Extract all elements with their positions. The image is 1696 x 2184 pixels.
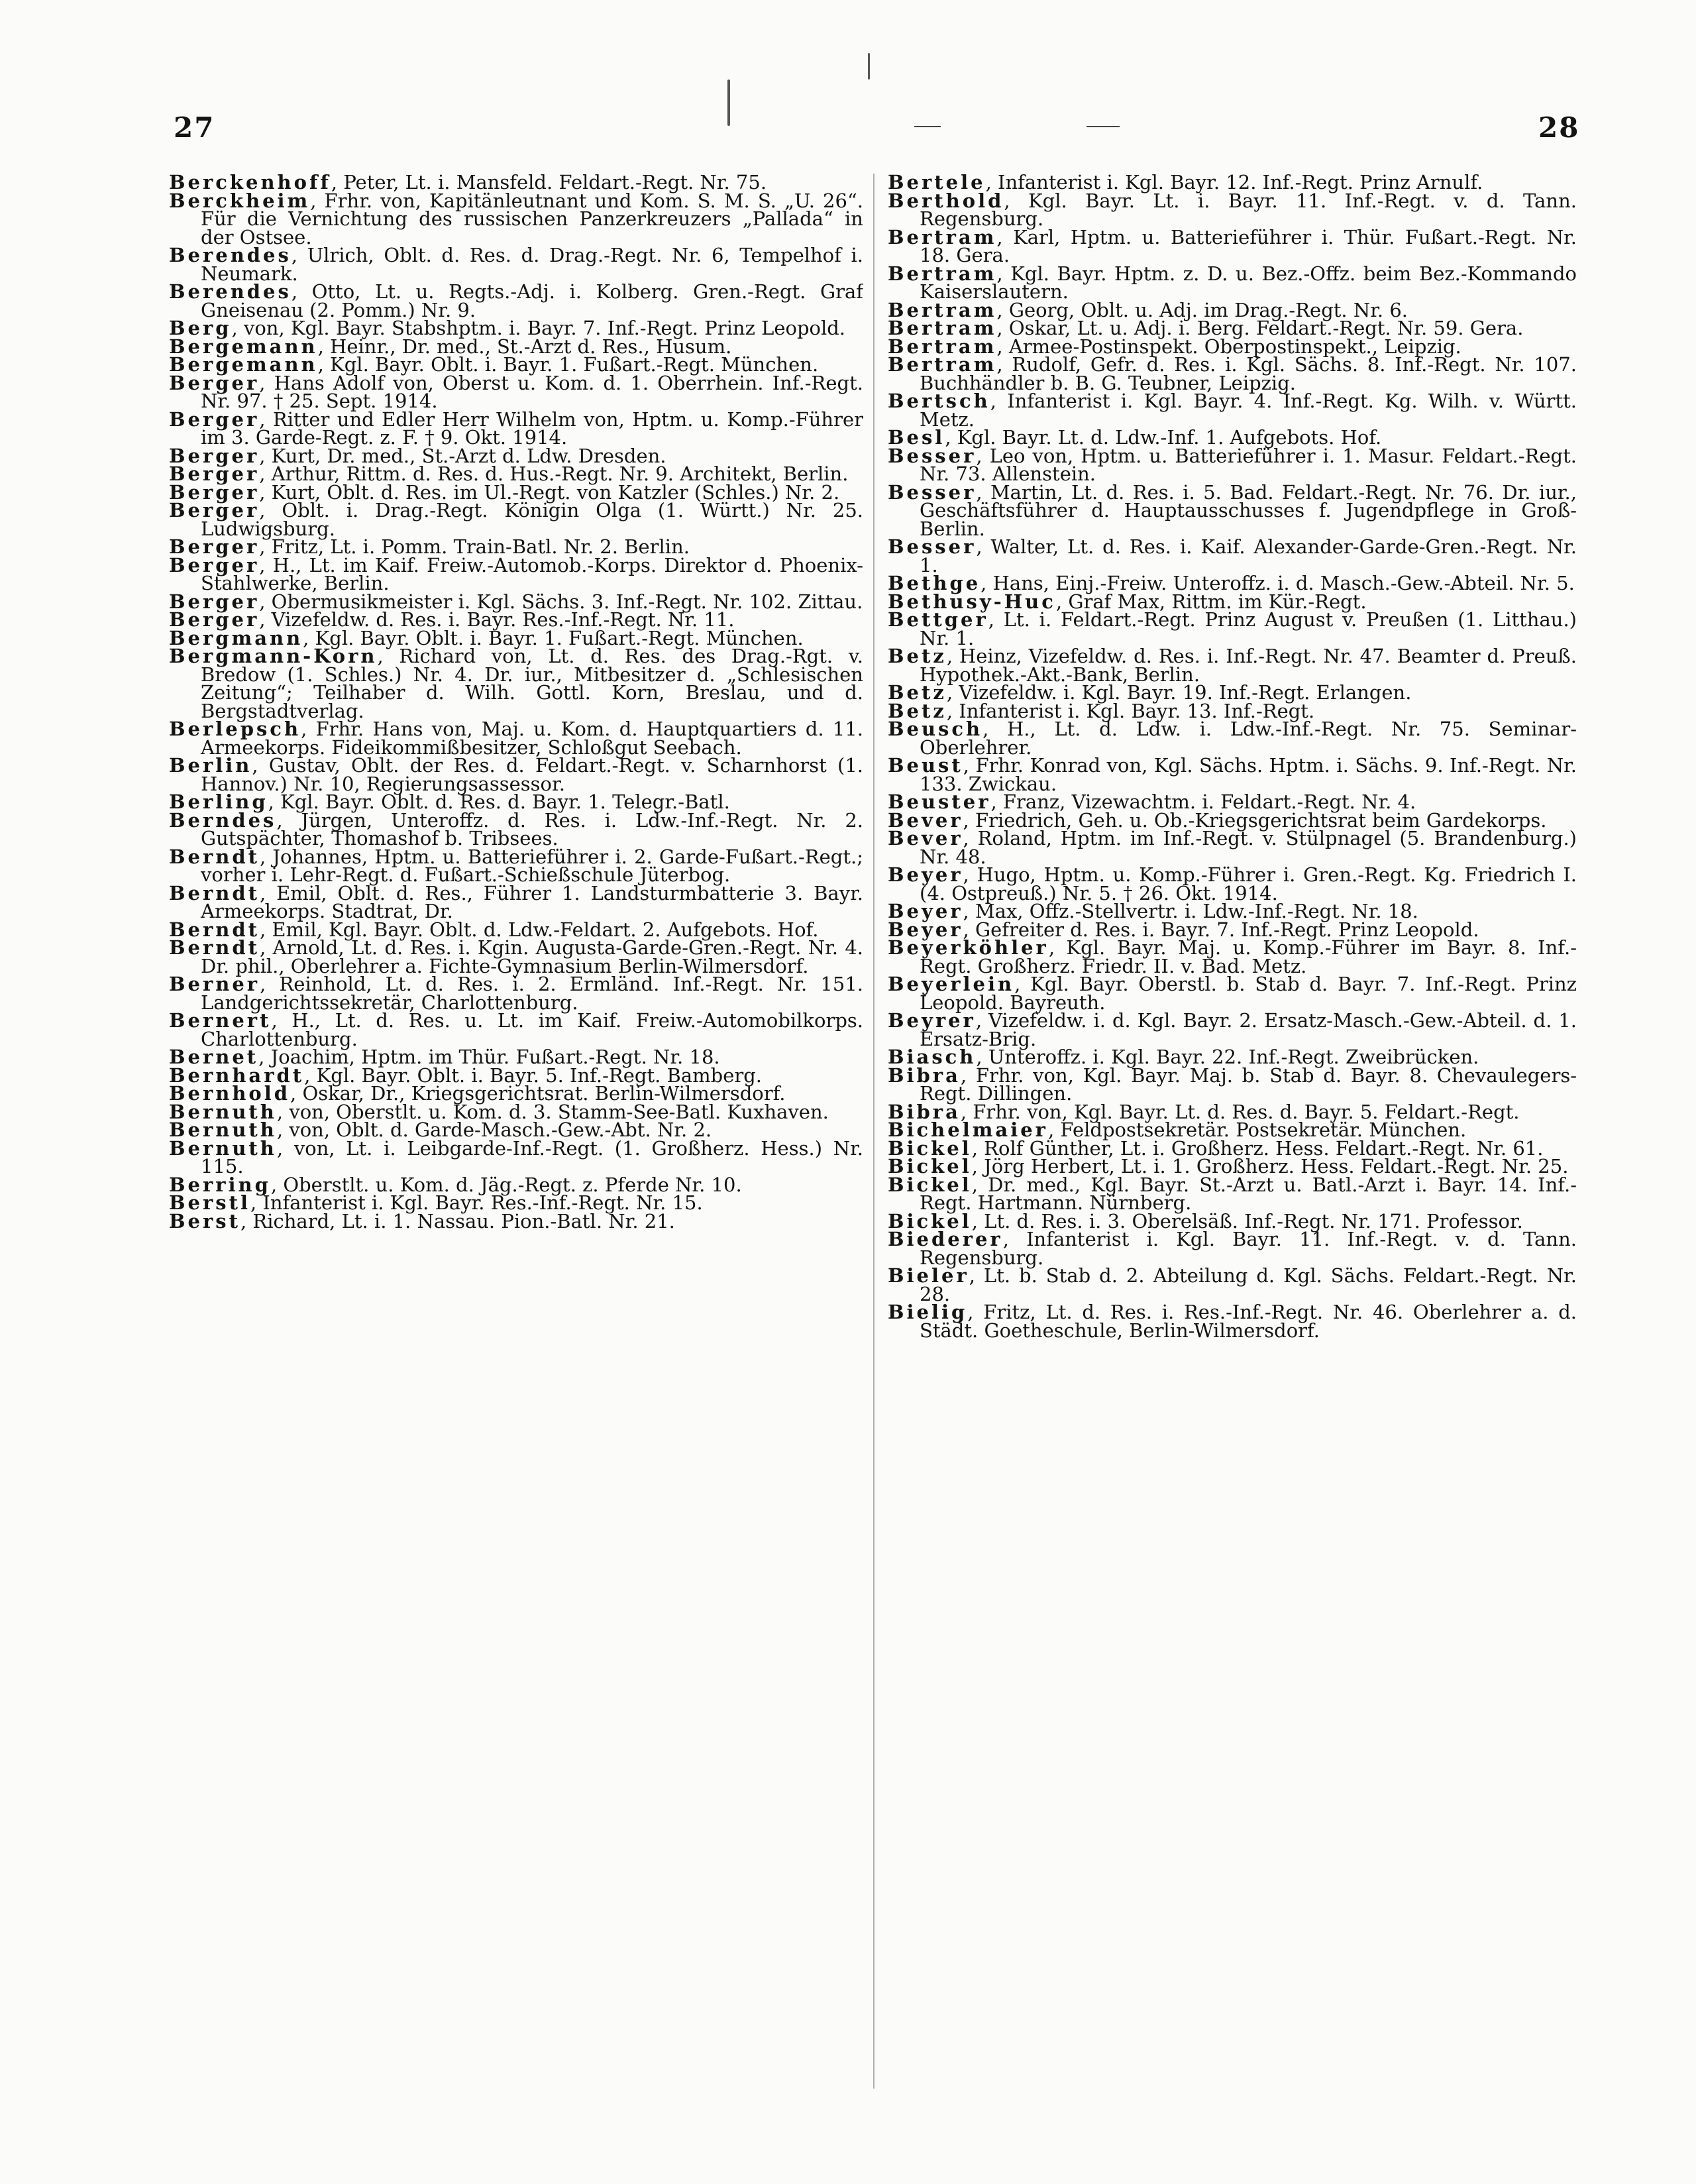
entry-details: , Frhr. von, Kgl. Bayr. Lt. d. Res. d. Bayr. 5. Feldart.-Regt. (960, 1100, 1520, 1123)
entry-details: , Arnold, Lt. d. Res. i. Kgin. Augusta-Garde-Gren.-Regt. Nr. 4. Dr. phil., Oberlehrer a. Fichte-Gymnasium Berlin-Wilmersdorf. (201, 936, 863, 977)
entry-details: , Hugo, Hptm. u. Komp.-Führer i. Gren.-Regt. Kg. Friedrich I. (4. Ostpreuß.) Nr. 5. † 26. Okt. 1914. (920, 863, 1577, 904)
directory-entry (888, 608, 1577, 649)
ink-speck (868, 53, 870, 80)
entry-surname: Bergmann (169, 626, 303, 649)
entry-surname: Beuster (888, 791, 991, 813)
entry-details: , Richard von, Lt. d. Res. des Drag.-Rgt. v. Bredow (1. Schles.) Nr. 4. Dr. iur., Mitbesitzer d. „Schlesischen Zeitung“; Teilhaber d. Wilh. Gottl. Korn, Breslau, und d. Bergstadtverlag. (201, 645, 863, 722)
entry-surname: Berger (169, 499, 260, 521)
entry-details: , Oskar, Lt. u. Adj. i. Berg. Feldart.-Regt. Nr. 59. Gera. (996, 317, 1524, 339)
page-number-left: 27 (174, 111, 215, 144)
entry-details: , Otto, Lt. u. Regts.-Adj. i. Kolberg. Gren.-Regt. Graf Gneisenau (2. Pomm.) Nr. 9. (201, 280, 863, 321)
directory-entry (888, 1230, 1577, 1267)
entry-details: , Kgl. Bayr. Lt. i. Bayr. 11. Inf.-Regt. v. d. Tann. Regensburg. (920, 189, 1577, 230)
column-divider (873, 174, 874, 2089)
directory-entry (888, 392, 1577, 429)
entry-details: , Kgl. Bayr. Oberstl. b. Stab d. Bayr. 7. Inf.-Regt. Prinz Leopold. Bayreuth. (920, 973, 1577, 1014)
entry-details: , Hans Adolf von, Oberst u. Kom. d. 1. Oberrhein. Inf.-Regt. Nr. 97. † 25. Sept. 1914. (201, 371, 863, 412)
entry-surname: Bertram (888, 262, 997, 285)
directory-entry (888, 1303, 1577, 1340)
directory-entry (169, 845, 863, 886)
entry-details: , Kgl. Bayr. Lt. d. Ldw.-Inf. 1. Aufgebots. Hof. (945, 426, 1382, 449)
entry-surname: Beyerlein (888, 973, 1015, 995)
entry-details: , H., Lt. d. Ldw. i. Ldw.-Inf.-Regt. Nr. 75. Seminar-Oberlehrer. (920, 718, 1577, 759)
entry-details: , Martin, Lt. d. Res. i. 5. Bad. Feldart.-Regt. Nr. 76. Dr. iur., Geschäftsführer d. Hauptausschusses f. Jugendpflege in Groß-Berlin. (920, 480, 1577, 540)
entry-surname: Beyerköhler (888, 936, 1049, 959)
entry-details: , Dr. med., Kgl. Bayr. St.-Arzt u. Batl.-Arzt i. Bayr. 14. Inf.-Regt. Hartmann. Nürnberg. (920, 1173, 1577, 1214)
entry-details: , Friedrich, Geh. u. Ob.-Kriegsgerichtsrat beim Gardekorps. (963, 808, 1547, 832)
entry-details: , Franz, Vizewachtm. i. Feldart.-Regt. Nr. 4. (990, 791, 1416, 813)
entry-details: , Frhr. Konrad von, Kgl. Sächs. Hptm. i. Sächs. 9. Inf.-Regt. Nr. 133. Zwickau. (920, 754, 1577, 795)
directory-entry (888, 754, 1577, 795)
entry-surname: Bernuth (169, 1100, 277, 1123)
entry-details: , von, Kgl. Bayr. Stabshptm. i. Bayr. 7. Inf.-Regt. Prinz Leopold. (231, 317, 846, 339)
entry-surname: Berlepsch (169, 718, 301, 740)
entry-details: , Peter, Lt. i. Mansfeld. Feldart.-Regt. Nr. 75. (331, 174, 767, 193)
entry-details: , Vizefeldw. i. Kgl. Bayr. 19. Inf.-Regt. Erlangen. (946, 681, 1412, 704)
directory-entry (169, 246, 863, 283)
directory-entry (169, 936, 863, 977)
entry-surname: Berger (169, 444, 260, 467)
entry-details: , Infanterist i. Kgl. Bayr. 4. Inf.-Regt. Kg. Wilh. v. Württ. Metz. (920, 390, 1577, 431)
entry-surname: Betz (888, 681, 947, 704)
directory-entry (169, 408, 863, 449)
directory-entry (169, 371, 863, 412)
entry-details: , Kgl. Bayr. Maj. u. Komp.-Führer im Bayr. 8. Inf.-Regt. Großherz. Friedr. II. v. Bad. Metz. (920, 936, 1577, 977)
entry-details: , Infanterist i. Kgl. Bayr. 12. Inf.-Regt. Prinz Arnulf. (985, 174, 1483, 193)
directory-entry (888, 262, 1577, 303)
entry-details: , Hans, Einj.-Freiw. Unteroffz. i. d. Masch.-Gew.-Abteil. Nr. 5. (980, 572, 1575, 594)
entry-details: , Karl, Hptm. u. Batterieführer i. Thür. Fußart.-Regt. Nr. 18. Gera. (920, 225, 1577, 266)
entry-details: , Gefreiter d. Res. i. Bayr. 7. Inf.-Regt. Prinz Leopold. (963, 918, 1479, 941)
entry-surname: Berndt (169, 918, 260, 941)
directory-entry (888, 444, 1577, 485)
entry-details: , von, Oberstlt. u. Kom. d. 3. Stamm-See-Batl. Kuxhaven. (276, 1100, 829, 1123)
entry-surname: Bichelmaier (888, 1119, 1048, 1141)
entry-surname: Berring (169, 1173, 271, 1196)
entry-surname: Bertele (888, 174, 986, 193)
entry-surname: Bethge (888, 572, 981, 594)
entry-surname: Berst (169, 1209, 240, 1232)
entry-surname: Betz (888, 645, 947, 667)
entry-surname: Biederer (888, 1228, 1003, 1250)
directory-entry (169, 720, 863, 757)
entry-details: , Kgl. Bayr. Oblt. i. Bayr. 1. Fußart.-Regt. München. (303, 626, 804, 649)
entry-details: , Frhr. von, Kapitänleutnant und Kom. S. M. S. „U. 26“. Für die Vernichtung des russischen Panzerkreuzers „Pallada“ in der Ostsee. (201, 189, 863, 248)
entry-surname: Bertram (888, 353, 997, 376)
entry-surname: Berndt (169, 881, 260, 904)
page-number-right: 28 (1538, 111, 1580, 144)
entry-details: , Infanterist i. Kgl. Bayr. 11. Inf.-Regt. v. d. Tann. Regensburg. (920, 1228, 1577, 1269)
entry-surname: Bibra (888, 1100, 961, 1123)
entry-details: , Infanterist i. Kgl. Bayr. Res.-Inf.-Regt. Nr. 15. (250, 1191, 703, 1214)
entry-details: , von, Lt. i. Leibgarde-Inf.-Regt. (1. Großherz. Hess.) Nr. 115. (201, 1136, 863, 1177)
entry-details: , Walter, Lt. d. Res. i. Kaif. Alexander-Garde-Gren.-Regt. Nr. 1. (920, 535, 1577, 576)
entry-surname: Berger (169, 590, 260, 613)
directory-entry (169, 189, 863, 248)
entry-details: , Kurt, Oblt. d. Res. im Ul.-Regt. von Katzler (Schles.) Nr. 2. (259, 480, 840, 504)
entry-details: , Max, Offz.-Stellvertr. i. Ldw.-Inf.-Regt. Nr. 18. (963, 900, 1418, 922)
entry-details: , Johannes, Hptm. u. Batterieführer i. 2. Garde-Fußart.-Regt.; vorher i. Lehr-Regt. d. Fußart.-Schießschule Jüterbog. (201, 845, 863, 886)
directory-entry (888, 863, 1577, 904)
directory-entry (169, 754, 863, 795)
entry-details: , Frhr. Hans von, Maj. u. Kom. d. Hauptquartiers d. 11. Armeekorps. Fideikommißbesitzer, Schloßgut Seebach. (201, 718, 863, 759)
entry-surname: Bernet (169, 1046, 259, 1068)
entry-details: , Arthur, Rittm. d. Res. d. Hus.-Regt. Nr. 9. Architekt, Berlin. (259, 463, 849, 485)
entry-surname: Bertram (888, 225, 997, 248)
entry-details: , Fritz, Lt. d. Res. i. Res.-Inf.-Regt. Nr. 46. Oberlehrer a. d. Städt. Goetheschule, Berlin-Wilmersdorf. (920, 1301, 1577, 1342)
entry-details: , Rolf Günther, Lt. i. Großherz. Hess. Feldart.-Regt. Nr. 61. (971, 1136, 1544, 1160)
entry-surname: Bickel (888, 1209, 972, 1232)
entry-surname: Berthold (888, 189, 1004, 212)
entry-surname: Biasch (888, 1046, 977, 1068)
directory-entry (169, 280, 863, 321)
entry-surname: Bertram (888, 335, 997, 358)
entry-surname: Bever (888, 808, 963, 832)
directory-entry (169, 1136, 863, 1177)
entry-details: , Joachim, Hptm. im Thür. Fußart.-Regt. Nr. 18. (258, 1046, 720, 1068)
entry-surname: Berger (169, 371, 260, 394)
entry-surname: Berndt (169, 936, 260, 959)
left-column (169, 174, 863, 2157)
entry-surname: Bibra (888, 1064, 961, 1087)
entry-details: , Ritter und Edler Herr Wilhelm von, Hptm. u. Komp.-Führer im 3. Garde-Regt. z. F. † 9. Okt. 1914. (201, 408, 863, 449)
directory-entry (169, 975, 863, 1012)
entry-surname: Bergmann-Korn (169, 645, 378, 667)
entry-details: , Unteroffz. i. Kgl. Bayr. 22. Inf.-Regt. Zweibrücken. (976, 1046, 1479, 1068)
entry-surname: Bernuth (169, 1119, 277, 1141)
entry-surname: Berg (169, 317, 232, 339)
entry-surname: Besser (888, 444, 977, 467)
entry-surname: Beyer (888, 863, 963, 886)
entry-surname: Besl (888, 426, 945, 449)
entry-details: , Leo von, Hptm. u. Batterieführer i. 1. Masur. Feldart.-Regt. Nr. 73. Allenstein. (920, 444, 1577, 485)
ink-speck (727, 80, 730, 126)
directory-entry (888, 720, 1577, 757)
entry-surname: Beusch (888, 718, 983, 740)
entry-surname: Beyrer (888, 1009, 976, 1032)
entry-details: , Ulrich, Oblt. d. Res. d. Drag.-Regt. Nr. 6, Tempelhof i. Neumark. (201, 244, 863, 285)
entry-details: , Kgl. Bayr. Oblt. d. Res. d. Bayr. 1. Telegr.-Batl. (268, 791, 730, 813)
entry-details: , Feldpostsekretär. Postsekretär. München. (1047, 1119, 1467, 1141)
entry-surname: Berckenhoff (169, 174, 331, 193)
entry-surname: Berendes (169, 280, 292, 303)
directory-entry (888, 480, 1577, 540)
entry-details: , Lt. i. Feldart.-Regt. Prinz August v. Preußen (1. Litthau.) Nr. 1. (920, 608, 1577, 649)
entry-surname: Besser (888, 535, 977, 558)
directory-entry (888, 189, 1577, 230)
entry-surname: Bickel (888, 1155, 972, 1177)
entry-details: , Emil, Oblt. d. Res., Führer 1. Landsturmbatterie 3. Bayr. Armeekorps. Stadtrat, Dr. (201, 881, 863, 922)
entry-surname: Berlin (169, 754, 252, 777)
entry-surname: Besser (888, 480, 977, 504)
entry-surname: Bickel (888, 1136, 972, 1160)
entry-details: , Jürgen, Unteroffz. d. Res. i. Ldw.-Inf.-Regt. Nr. 2. Gutspächter, Thomashof b. Tribsees. (201, 808, 863, 849)
entry-details: , Frhr. von, Kgl. Bayr. Maj. b. Stab d. Bayr. 8. Chevaulegers-Regt. Dillingen. (920, 1064, 1577, 1105)
entry-details: , Oblt. i. Drag.-Regt. Königin Olga (1. Württ.) Nr. 25. Ludwigsburg. (201, 499, 863, 540)
right-column (888, 174, 1577, 2157)
entry-surname: Berger (169, 553, 260, 576)
directory-entry (169, 553, 863, 594)
directory-entry (169, 808, 863, 849)
entry-details: , Heinz, Vizefeldw. d. Res. i. Inf.-Regt. Nr. 47. Beamter d. Preuß. Hypothek.-Akt.-Bank, Berlin. (920, 645, 1577, 686)
entry-surname: Bernhardt (169, 1064, 305, 1087)
entry-details: , Heinr., Dr. med., St.-Arzt d. Res., Husum. (317, 335, 732, 358)
entry-surname: Bernhold (169, 1082, 291, 1105)
entry-details: , Fritz, Lt. i. Pomm. Train-Batl. Nr. 2. Berlin. (259, 535, 690, 558)
entry-surname: Berling (169, 791, 268, 813)
entry-details: , H., Lt. im Kaif. Freiw.-Automob.-Korps. Direktor d. Phoenix-Stahlwerke, Berlin. (201, 553, 863, 594)
directory-entry (888, 1264, 1577, 1305)
entry-surname: Bertram (888, 317, 997, 339)
entry-surname: Beyer (888, 918, 963, 941)
directory-entry (169, 499, 863, 540)
entry-details: , Oskar, Dr., Kriegsgerichtsrat. Berlin-Wilmersdorf. (290, 1082, 786, 1105)
directory-entry (888, 827, 1577, 868)
directory-entry (888, 1009, 1577, 1050)
entry-details: , Vizefeldw. i. d. Kgl. Bayr. 2. Ersatz-Masch.-Gew.-Abteil. d. 1. Ersatz-Brig. (920, 1009, 1577, 1050)
directory-entry (888, 936, 1577, 977)
entry-surname: Bergemann (169, 353, 318, 376)
entry-details: , Rudolf, Gefr. d. Res. i. Kgl. Sächs. 8. Inf.-Regt. Nr. 107. Buchhändler b. B. G. Teubner, Leipzig. (920, 353, 1577, 394)
entry-details: , Kgl. Bayr. Oblt. i. Bayr. 5. Inf.-Regt. Bamberg. (304, 1064, 763, 1087)
entry-surname: Berger (169, 463, 260, 485)
directory-entry (169, 1009, 863, 1050)
entry-surname: Berger (169, 535, 260, 558)
entry-details: , Armee-Postinspekt. Oberpostinspekt., Leipzig. (996, 335, 1461, 358)
entry-details: , Kgl. Bayr. Hptm. z. D. u. Bez.-Offz. beim Bez.-Kommando Kaiserslautern. (920, 262, 1577, 303)
entry-details: , Graf Max, Rittm. im Kür.-Regt. (1055, 590, 1367, 613)
entry-surname: Berstl (169, 1191, 250, 1214)
entry-details: , Georg, Oblt. u. Adj. im Drag.-Regt. Nr. 6. (996, 298, 1408, 321)
directory-entry (888, 975, 1577, 1012)
entry-surname: Berger (169, 608, 260, 631)
entry-details: , Vizefeldw. d. Res. i. Bayr. Res.-Inf.-Regt. Nr. 11. (259, 608, 735, 631)
entry-surname: Berger (169, 480, 260, 504)
entry-surname: Berckheim (169, 189, 311, 212)
entry-details: , Emil, Kgl. Bayr. Oblt. d. Ldw.-Feldart. 2. Aufgebots. Hof. (260, 918, 819, 941)
entry-details: , Lt. d. Res. i. 3. Oberelsäß. Inf.-Regt. Nr. 171. Professor. (971, 1209, 1523, 1232)
entry-surname: Bertsch (888, 390, 990, 412)
entry-surname: Berendes (169, 244, 292, 266)
header-dash-mark (1086, 126, 1120, 127)
directory-entry (888, 225, 1577, 266)
entry-surname: Berner (169, 973, 260, 995)
entry-surname: Bieler (888, 1264, 969, 1287)
entry-details: , Jörg Herbert, Lt. i. 1. Großherz. Hess. Feldart.-Regt. Nr. 25. (971, 1155, 1569, 1177)
entry-details: , Gustav, Oblt. der Res. d. Feldart.-Regt. v. Scharnhorst (1. Hannov.) Nr. 10, Regierungsassessor. (201, 754, 863, 795)
directory-entry (888, 353, 1577, 394)
entry-details: , H., Lt. d. Res. u. Lt. im Kaif. Freiw.-Automobilkorps. Charlottenburg. (201, 1009, 863, 1050)
entry-surname: Bettger (888, 608, 988, 631)
entry-surname: Bernert (169, 1009, 272, 1032)
entry-details: , Reinhold, Lt. d. Res. i. 2. Ermländ. Inf.-Regt. Nr. 151. Landgerichtssekretär, Charlottenburg. (201, 973, 863, 1014)
entry-surname: Bickel (888, 1173, 972, 1196)
entry-details: , von, Oblt. d. Garde-Masch.-Gew.-Abt. Nr. 2. (276, 1119, 712, 1141)
directory-entry (888, 1173, 1577, 1214)
entry-surname: Berndt (169, 845, 260, 868)
entry-details: , Kgl. Bayr. Oblt. i. Bayr. 1. Fußart.-Regt. München. (317, 353, 819, 376)
entry-details: , Richard, Lt. i. 1. Nassau. Pion.-Batl. Nr. 21. (240, 1209, 675, 1232)
entry-details: , Oberstlt. u. Kom. d. Jäg.-Regt. z. Pferde Nr. 10. (270, 1173, 742, 1196)
entry-surname: Beust (888, 754, 963, 777)
entry-details: , Lt. b. Stab d. 2. Abteilung d. Kgl. Sächs. Feldart.-Regt. Nr. 28. (920, 1264, 1577, 1305)
entry-details: , Obermusikmeister i. Kgl. Sächs. 3. Inf.-Regt. Nr. 102. Zittau. (259, 590, 863, 613)
header-dash-mark (914, 126, 941, 127)
entry-surname: Bielig (888, 1301, 968, 1323)
directory-entry (169, 1209, 863, 1232)
entry-surname: Berger (169, 408, 260, 431)
directory-entry (888, 535, 1577, 576)
directory-entry (888, 647, 1577, 684)
entry-details: , Roland, Hptm. im Inf.-Regt. v. Stülpnagel (5. Brandenburg.) Nr. 48. (920, 827, 1577, 868)
entry-surname: Berndes (169, 808, 277, 832)
directory-entry (888, 1064, 1577, 1105)
entry-details: , Infanterist i. Kgl. Bayr. 13. Inf.-Regt. (946, 699, 1315, 722)
entry-details: , Kurt, Dr. med., St.-Arzt d. Ldw. Dresden. (259, 444, 666, 467)
entry-surname: Bergemann (169, 335, 318, 358)
entry-surname: Betz (888, 699, 947, 722)
directory-entry (169, 881, 863, 922)
entry-surname: Beyer (888, 900, 963, 922)
entry-surname: Bertram (888, 298, 997, 321)
directory-entry (169, 647, 863, 720)
entry-surname: Bernuth (169, 1136, 277, 1160)
entry-surname: Bethusy-Huc (888, 590, 1056, 613)
entry-surname: Bever (888, 827, 963, 849)
